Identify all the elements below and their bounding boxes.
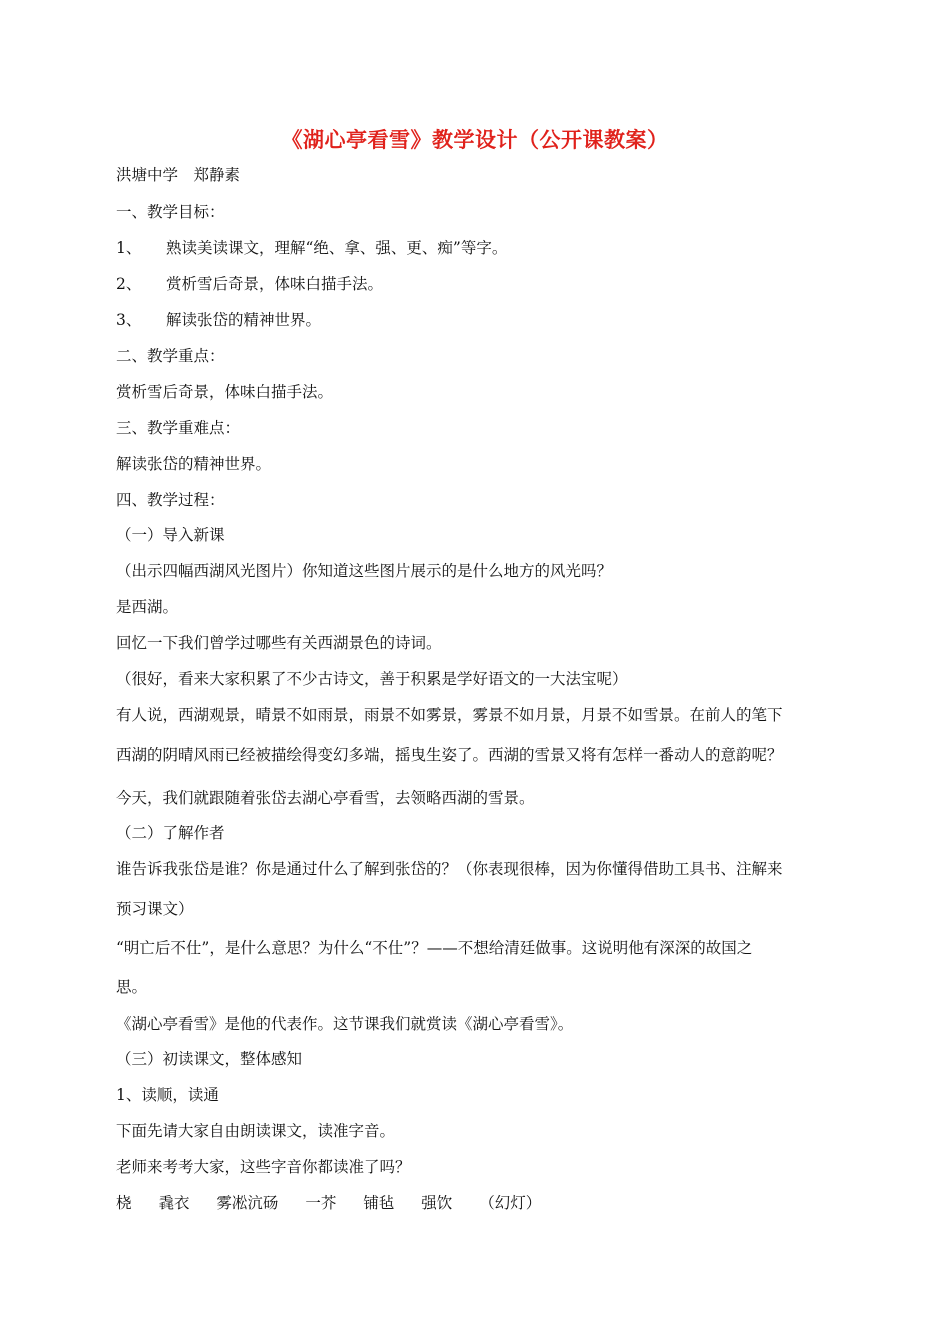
body-line: （出示四幅西湖风光图片）你知道这些图片展示的是什么地方的风光吗？ (116, 562, 613, 580)
phonetic-word: 毳衣 (158, 1194, 190, 1212)
goal-text: 赏析雪后奇景，体味白描手法。 (166, 275, 384, 293)
body-line: 是西湖。 (116, 598, 179, 616)
phonetic-word: 桡 (116, 1194, 132, 1212)
goal-item (116, 236, 507, 258)
goal-text: 解读张岱的精神世界。 (166, 311, 322, 329)
body-line: 老师来考考大家，这些字音你都读准了吗？ (116, 1158, 411, 1176)
phonetic-word: 雾凇沆砀 (216, 1194, 279, 1212)
body-line: （三）初读课文，整体感知 (116, 1050, 303, 1068)
body-line: “明亡后不仕”，是什么意思？为什么“不仕”？——不想给清廷做事。这说明他有深深的故国之 (116, 939, 753, 957)
goals-heading: 一、教学目标： (116, 203, 225, 221)
phonetic-word: 铺毡 (363, 1194, 395, 1212)
body-line: 预习课文） (116, 900, 194, 918)
body-line: （一）导入新课 (116, 526, 225, 544)
key-text: 赏析雪后奇景，体味白描手法。 (116, 383, 334, 401)
phonetic-note: （幻灯） (479, 1194, 542, 1212)
goal-item (116, 308, 321, 330)
phonetics-line (116, 1191, 563, 1213)
body-line: 1、读顺，读通 (116, 1086, 219, 1104)
body-line: 回忆一下我们曾学过哪些有关西湖景色的诗词。 (116, 634, 442, 652)
body-line: 今天，我们就跟随着张岱去湖心亭看雪，去领略西湖的雪景。 (116, 789, 535, 807)
goal-number: 1、 (116, 239, 142, 257)
body-line: 下面先请大家自由朗读课文，读准字音。 (116, 1122, 396, 1140)
body-line: 《湖心亭看雪》是他的代表作。这节课我们就赏读《湖心亭看雪》。 (116, 1015, 574, 1033)
body-line: （二）了解作者 (116, 824, 225, 842)
body-line: 思。 (116, 978, 148, 996)
process-heading: 四、教学过程： (116, 491, 225, 509)
body-line: 有人说，西湖观景，晴景不如雨景，雨景不如雾景，雾景不如月景，月景不如雪景。在前人的笔下 (116, 706, 783, 724)
body-line: （很好，看来大家积累了不少古诗文，善于积累是学好语文的一大法宝呢） (116, 670, 628, 688)
goal-text: 熟读美读课文，理解“绝、拿、强、更、痴”等字。 (166, 239, 508, 257)
difficulty-text: 解读张岱的精神世界。 (116, 455, 272, 473)
body-line: 谁告诉我张岱是谁？你是通过什么了解到张岱的？（你表现很棒，因为你懂得借助工具书、注解来 (116, 860, 783, 878)
author-line: 洪塘中学 郑静素 (116, 166, 241, 184)
goal-number: 3、 (116, 311, 142, 329)
key-heading: 二、教学重点： (116, 347, 225, 365)
document-title: 《湖心亭看雪》教学设计（公开课教案） (281, 127, 669, 152)
phonetic-word: 一芥 (305, 1194, 337, 1212)
phonetic-word: 强饮 (421, 1194, 453, 1212)
goal-item (116, 272, 383, 294)
goal-number: 2、 (116, 275, 142, 293)
body-line: 西湖的阴晴风雨已经被描绘得变幻多端，摇曳生姿了。西湖的雪景又将有怎样一番动人的意韵呢？ (116, 746, 783, 764)
difficulty-heading: 三、教学重难点： (116, 419, 241, 437)
